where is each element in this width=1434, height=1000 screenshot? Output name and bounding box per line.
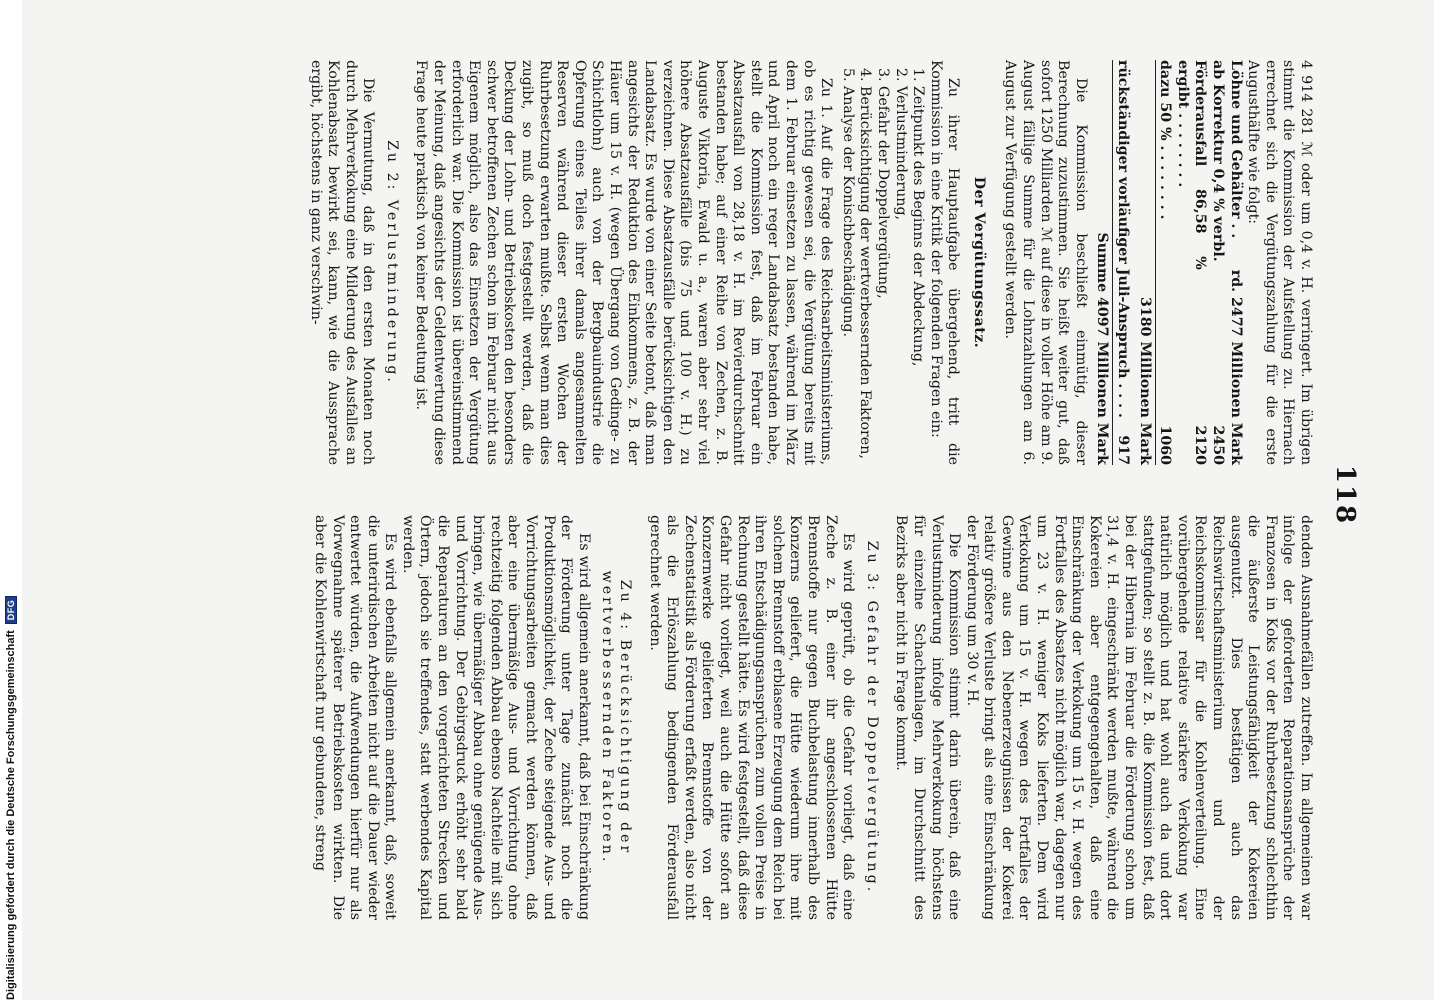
paragraph: Zu 1. Auf die Frage des Reichsarbeitsministeriums, ob es richtig gewesen sei, die Vergütung bereits mit dem 1. Februar einsetzen zu lassen, während im März und April noch ein reger Landabsatz bestanden habe, stellt die Kommission fest, daß im Februar ein Absatzausfall von 28,18 v. H. im Revierdurchschnitt bestanden habe; auf einer Reihe von Zechen, z. B. Auguste Viktoria, Ewald u. a., waren aber sehr viel höhere Absatzausfälle (bis 75 und 100 v. H.) zu verzeichnen. Diese Absatzausfälle berücksichtigen den Landabsatz. Es wurde von einer Seite betont, daß man angesichts der Reduktion des Einkommens, z. B. der Häuer um 15 v. H. (wegen Übergang von Gedinge- zu Schichtlohn) auch von der Bergbauindustrie die Opferung eines Teiles ihrer damals angesammelten Reserven während dieser ersten Wochen der Ruhrbesetzung erwarten mußte. Selbst wenn man dies zugibt, so muß doch festgestellt werden, daß die Deckung der Lohn- und Betriebskosten den besonders schwer betroffenen Zechen schon im Februar nicht aus Eigenem möglich, also das Einsetzen der Vergütung erforderlich war. Die Kommission ist übereinstimmend der Meinung, daß angesichts der Geldentwertung diese Frage heute praktisch von keiner Bedeutung ist. [413,60,835,465]
paragraph: Es wird allgemein anerkannt, daß bei Einschränkung der Förderung unter Tage zunächst noch die Produktionsmöglichkeit, der Zeche steigende Aus- und Vorrichtungsarbeiten gemacht werden können, daß aber eine übermäßige Aus- und Vorrichtung ohne rechtzeitig folgenden Abbau ebenso Nachteile mit sich bringen, wie übermäßiger Abbau ohne genügende Aus- und Vorrichtung. Der Gebirgsdruck erhöht sehr bald die Reparaturen an den vorgerichteten Strecken und Örtern, jedoch sie treffendes, statt werbendes Kapital werden. [399,515,592,920]
paragraph: Die Vermutung, daß in den ersten Monaten noch durch Mehrverkokung eine Milderung des Ausfalles an Kohlenabsatz bewirkt sei, kann, wie die Aussprache ergibt, höchstens in ganz verschwin- [307,60,377,465]
list-item: 5. Analyse der Konischbeschädigung. [838,86,856,465]
table-row [1226,60,1244,465]
table-cell-label: Löhne und Gehälter . . [1227,60,1244,239]
subheading: Zu 3: Gefahr der Doppelvergütung. [863,540,880,895]
paragraph: denden Ausnahmefällen zutreffen. Im allgemeinen war infolge der geforderten Reparationsansprüche der Franzosen in Koks vor der Ruhrbesetzung schlechthin die äußerste Leistungsfähigkeit der Kokereien ausgenutzt. Dies bestätigen auch das Reichswirtschaftsministerium und der Reichskommissar für die Kohlenverteilung. Eine vorübergehende relative stärkere Verkokung war natürlich möglich und hat wohl auch da und dort stattgefunden; so stellt z. B. die Kommission fest, daß bei der Hibernia im Februar die Förderung schon um 31,4 v. H. eingeschränkt werden mußte, während die Kokereien aber entgegengehalten, daß eine Einschränkung der Verkokung um 15 v. H. wegen des Fortfalles des Absatzes nicht möglich war, dagegen nur um 23 v. H. weniger Koks lieferten. Dem wird Verkokung um 15 v. H. wegen des Fortfalles der Gewinne aus den Nebenerzeugnissen der Kokerei relativ größere Verluste bringt als eine Einschränkung der Förderung um 30 v. H. [963,515,1314,920]
list-item: 3. Gefahr der Doppelvergütung, [873,86,891,465]
list-item: 2. Verlustminderung, [891,86,909,465]
subheading: Zu 2: Verlustminderung. [383,140,400,385]
table-cell-value: 917 [1115,435,1132,465]
table-row [1208,60,1226,465]
table-cell-label: ab Korrektur 0,4 % verbl. [1210,60,1227,262]
table-cell-label: dazu 50 % . . . . . . . . [1157,60,1174,220]
table-row [1113,60,1131,465]
page-number: 118 [1330,464,1360,526]
table-cell-value: 2450 [1210,425,1227,465]
list-item: 1. Zeitpunkt des Beginns der Abdeckung, [909,86,927,465]
table-cell-label: Förderausfall 86,58 % ergibt . . . . . . . . [1174,60,1209,270]
subtotal: 3180 Millionen Mark [1136,297,1153,465]
paragraph: Die Kommission stimmt darin überein, daß eine Verlustminderung infolge Mehrverkokung höchstens für einzelne Schachtanlagen, im Durchschnitt des Bezirks aber nicht in Frage kommt. [893,515,963,920]
right-column [310,515,1314,920]
section-heading: Der Vergütungssatz. [970,176,987,349]
list-item: 4. Berücksichtigung der wertverbessernden Faktoren, [856,86,874,465]
rotated-document-page [140,60,1360,930]
table-cell-value: 1060 [1157,425,1174,465]
table-row [1173,60,1208,465]
table-cell-value: 2120 [1192,425,1209,465]
paragraph: Es wird ebenfalls allgemein anerkannt, daß, soweit die unterirdischen Arbeiten nicht auf die Dauer wieder entwertet würden, die Aufwendungen hierfür nur als Vorwegnahme späterer Betriebskosten wirkten. Die aber die Kohlenwirtschaft nur gebundene, streng [311,515,399,920]
digitization-credit [2,0,20,1000]
table-cell-value: rd. 2477 Millionen Mark [1227,269,1244,465]
credit-text: Digitalisierung gefördert durch die Deutsche Forschungsgemeinschaft [5,630,17,1000]
paragraph: Es wird geprüft, ob die Gefahr vorliegt, daß eine Zeche z. B. einer ihr angeschlossenen Hütte Brennstoffe nur gegen Buchbelastung innerhalb des Konzerns geliefert, die Hütte wiederum ihre mit solchem Brennstoff erblasene Erzeugung dem Reich bei ihren Entschädigungsansprüchen zum vollen Preise in Rechnung gestellt hätte. Es wird festgestellt, daß diese Gefahr nicht vorliegt, weil auch die Hütte sofort an Konzernwerke gelieferten Brennstoffe von der Zechenstatistik als Förderung erfaßt werden, also nicht als die Erlöszahlung bedingenden Förderausfall gerechnet werden. [646,515,857,920]
paragraph: 4 914 281 ℳ oder um 0,4 v. H. verringert. Im übrigen stimmt die Kommission der Aufstellung zu. Hiernach errechnet sich die Vergütungszahlung für die erste Augusthälfte wie folgt: [1245,60,1314,465]
table-row [1156,60,1174,465]
left-column [306,60,1314,465]
paragraph: Zu ihrer Hauptaufgabe übergehend, tritt die Kommission in eine Kritik der folgenden Fragen ein: [927,60,962,465]
subheading: Zu 4: Berücksichtigung der wertverbessernden Faktoren. [599,570,634,865]
question-list [838,60,926,465]
dfg-logo-icon: DFG [5,596,17,625]
paragraph: Die Kommission beschließt einmütig, dieser Berechnung zuzustimmen. Sie heißt weiter gut, daß sofort 1250 Milliarden ℳ auf diese in voller Höhe am 9. August fällige Summe für die Lohnzahlungen am 6. August zur Verfügung gestellt werden. [1002,60,1089,465]
cost-table [1156,60,1244,465]
table-cell-label: rückständiger vorläufiger Juli-Anspruch . . . . [1115,60,1132,418]
claim-table [1113,60,1131,465]
sum-total: Summe 4097 Millionen Mark [1094,232,1111,465]
